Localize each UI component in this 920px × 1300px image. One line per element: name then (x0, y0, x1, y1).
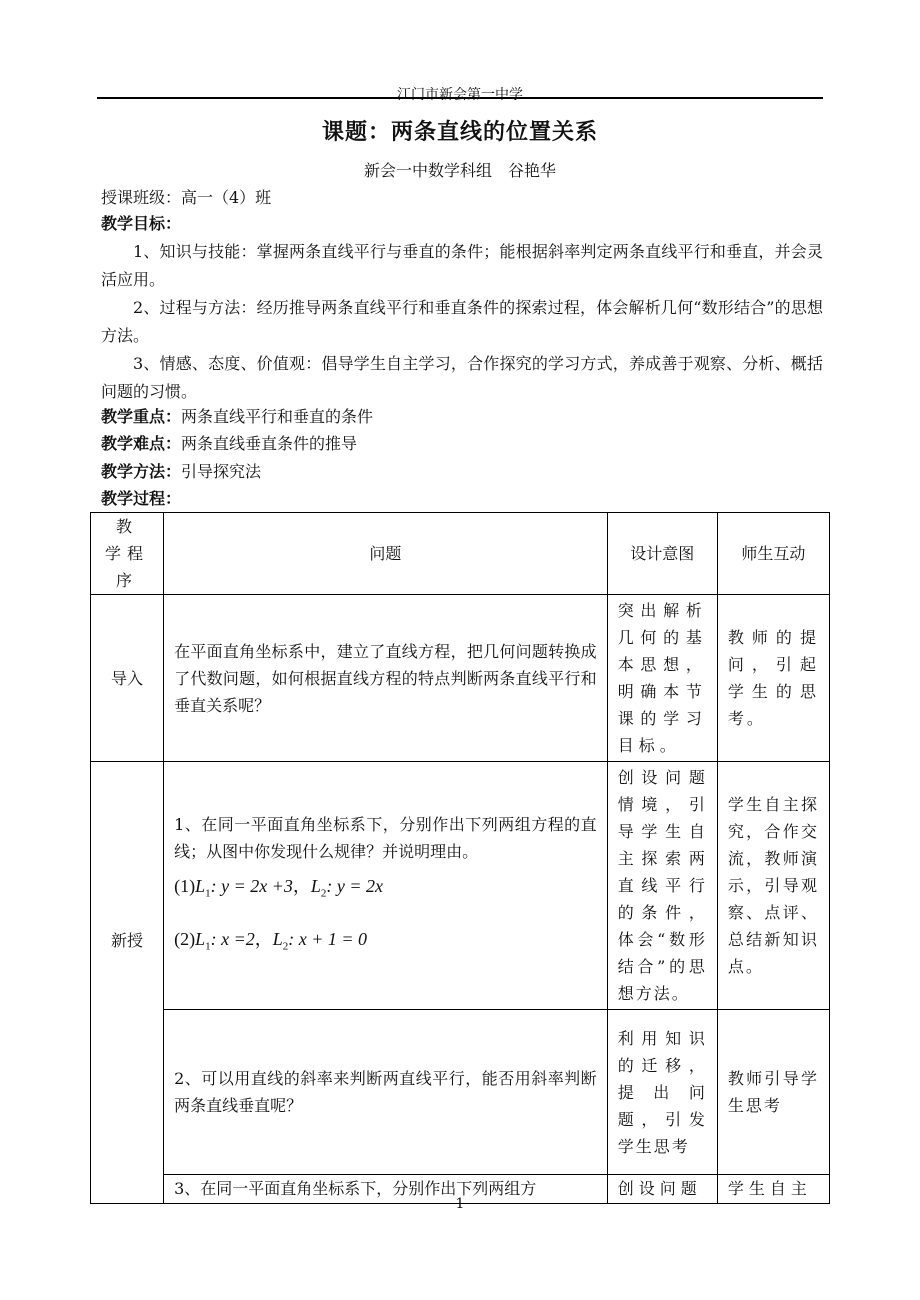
intent-cell: 突出解析几何的基本思想，明确本节课的学习目标。 (607, 595, 717, 762)
table-header-row (91, 513, 830, 595)
question-cell: 2、可以用直线的斜率来判断两直线平行，能否用斜率判断两条直线垂直呢？ (164, 1010, 608, 1175)
header-intent: 设计意图 (607, 513, 717, 595)
method-label: 教学方法： (101, 462, 182, 481)
goal-item-3: 3、情感、态度、价值观：倡导学生自主学习，合作探究的学习方式，养成善于观察、分析、概括问题的习惯。 (101, 354, 823, 401)
goals-heading: 教学目标： (101, 214, 182, 233)
process-heading: 教学过程： (101, 489, 182, 508)
question-cell (164, 762, 608, 1010)
equation-pair-1: $(1)L_1$: y = 2x +3，$L_2$: y = 2x (174, 875, 384, 900)
stage-cell: 导入 (91, 595, 164, 762)
key-point-line (101, 404, 373, 430)
difficulty-label: 教学难点： (101, 434, 182, 453)
intent-cell: 利用知识的迁移，提出问题，引发学生思考 (607, 1010, 717, 1175)
interaction-cell: 学生自主 (717, 1175, 829, 1204)
question-text: 1、在同一平面直角坐标系下，分别作出下列两组方程的直线；从图中你发现什么规律？并说明理由。 (174, 814, 597, 861)
key-point-label: 教学重点： (101, 407, 182, 426)
intent-cell: 创设问题情境，引导学生自主探索两直线平行的条件，体会“数形结合”的思想方法。 (607, 762, 717, 1010)
page-title: 课题：两条直线的位置关系 (321, 119, 598, 145)
difficulty-line (101, 431, 357, 457)
goal-item-1: 1、知识与技能：掌握两条直线平行与垂直的条件；能根据斜率判定两条直线平行和垂直，并会灵活应用。 (101, 242, 823, 289)
author-line: 新会一中数学科组 谷艳华 (363, 161, 556, 180)
method-text: 引导探究法 (181, 462, 262, 481)
interaction-cell: 教师引导学生思考 (717, 1010, 829, 1175)
equation-pair-2: $(2)L_1$: x =2，$L_2$: x + 1 = 0 (174, 928, 368, 953)
table-row (91, 1010, 830, 1175)
table-row (91, 595, 830, 762)
interaction-cell: 学生自主探究，合作交流，教师演示，引导观察、点评、总结新知识点。 (717, 762, 829, 1010)
header-question: 问题 (164, 513, 608, 595)
class-line: 授课班级：高一（4）班 (101, 188, 272, 207)
question-cell: 在平面直角坐标系中，建立了直线方程，把几何问题转换成了代数问题，如何根据直线方程的特点判断两条直线平行和垂直关系呢？ (164, 595, 608, 762)
key-point-text: 两条直线平行和垂直的条件 (181, 407, 374, 426)
page-number: 1 (455, 1196, 465, 1212)
interaction-cell: 教师的提问，引起学生的思考。 (717, 595, 829, 762)
header-stage: 教 学程 序 (91, 513, 164, 595)
stage-cell: 新授 (91, 762, 164, 1204)
difficulty-text: 两条直线垂直条件的推导 (181, 434, 358, 453)
header-interaction: 师生互动 (717, 513, 829, 595)
table-row (91, 762, 830, 1010)
intent-cell: 创设问题 (607, 1175, 717, 1204)
header-school: 江门市新会第一中学 (397, 87, 523, 103)
goal-item-2: 2、过程与方法：经历推导两条直线平行和垂直条件的探索过程，体会解析几何“数形结合”的思想方法。 (101, 298, 823, 345)
header-rule (97, 97, 823, 99)
teaching-process-table (90, 512, 830, 1204)
question-cell: 3、在同一平面直角坐标系下，分别作出下列两组方 (164, 1175, 608, 1204)
method-line (101, 459, 261, 485)
